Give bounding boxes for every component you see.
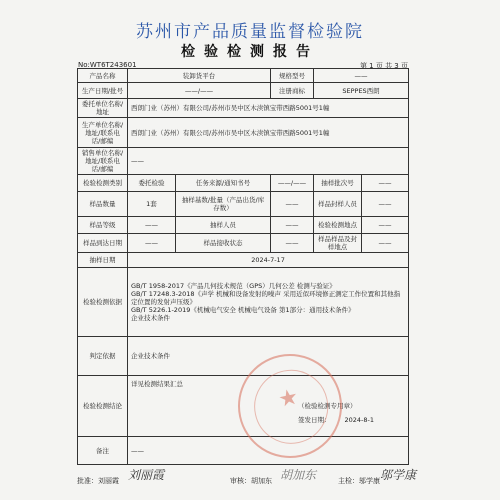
row-sampling-date — [78, 253, 409, 268]
label-trademark: 注册商标 — [271, 83, 314, 99]
value-manufacturer: 西朗门业（苏州）有限公司/苏州市吴中区木渎镇宝带西路5001号1幢 — [128, 118, 409, 148]
value-sampling-place: —— — [362, 234, 409, 253]
value-seller: —— — [128, 148, 409, 175]
page-indicator: 第 1 页 共 3 页 — [359, 62, 408, 70]
value-test-basis — [128, 268, 409, 337]
tester-label: 主检：邬学康 — [338, 477, 380, 485]
value-trademark: SEPPES西朗 — [314, 83, 409, 99]
value-sample-status: —— — [271, 234, 314, 253]
row-manufacturer — [78, 118, 409, 148]
row-arrival-date — [78, 234, 409, 253]
value-production-date: ——/—— — [128, 83, 271, 99]
value-sample-grade: —— — [128, 217, 176, 234]
row-test-basis — [78, 268, 409, 337]
value-test-place: —— — [362, 217, 409, 234]
issue-date: 2024-8-1 — [344, 416, 375, 424]
label-product-name: 产品名称 — [78, 69, 128, 83]
label-sample-quantity: 样品数量 — [78, 192, 128, 217]
report-title: 检验检测报告 — [181, 44, 319, 60]
row-client — [78, 99, 409, 118]
seal-note: （检验检测专用章） — [298, 402, 357, 410]
row-judgement-basis — [78, 337, 409, 376]
label-sampling-no: 抽样批次号 — [314, 175, 362, 192]
label-test-place: 检验检测地点 — [314, 217, 362, 234]
value-client: 西朗门业（苏州）有限公司/苏州市吴中区木渎镇宝带西路5001号1幢 — [128, 99, 409, 118]
label-sample-grade: 样品等级 — [78, 217, 128, 234]
row-production-date — [78, 83, 409, 99]
label-conclusion: 检验检测结论 — [78, 376, 128, 437]
basis-item: GB/T 5226.1-2019《机械电气安全 机械电气设备 第1部分：通用技术条件》 — [131, 306, 355, 314]
label-judgement-basis: 判定依据 — [78, 337, 128, 376]
tester-signature: 邬学康 — [380, 468, 417, 482]
row-product-name — [78, 69, 409, 83]
value-judgement-basis: 企业技术条件 — [128, 337, 409, 376]
institute-name: 苏州市产品质量监督检验院 — [136, 22, 364, 42]
row-sample-quantity — [78, 192, 409, 217]
label-production-date: 生产日期/批号 — [78, 83, 128, 99]
label-sampler: 抽样人员 — [176, 217, 271, 234]
report-number: No:WT6T243601 — [78, 61, 137, 69]
approver-label: 批准：刘丽霞 — [77, 477, 119, 485]
basis-item: GB/T 17248.3-2018《声学 机械和设备发射的噪声 采用近似环境修正测定工作位置和其他指定位置的发射声压级》 — [131, 290, 401, 306]
label-sampling-place: 样品样品及封样地点 — [314, 234, 362, 253]
row-remarks — [78, 437, 409, 465]
reviewer-label: 审核：胡加东 — [230, 477, 272, 485]
value-sampler: —— — [271, 217, 314, 234]
value-test-type: 委托检验 — [128, 175, 176, 192]
label-remarks: 备注 — [78, 437, 128, 465]
value-sampling-date: 2024-7-17 — [128, 253, 409, 268]
value-sample-sealer: —— — [362, 192, 409, 217]
row-test-type — [78, 175, 409, 192]
label-test-type: 检验检测类别 — [78, 175, 128, 192]
label-sampling-date: 抽样日期 — [78, 253, 128, 268]
label-test-basis: 检验检测依据 — [78, 268, 128, 337]
value-product-name: 装卸货平台 — [128, 69, 271, 83]
value-arrival-date: —— — [128, 234, 176, 253]
row-sample-grade — [78, 217, 409, 234]
value-sampling-no: —— — [362, 175, 409, 192]
label-seller: 销售单位名称/地址/联系电话/邮编 — [78, 148, 128, 175]
label-arrival-date: 样品到达日期 — [78, 234, 128, 253]
basis-item: GB/T 1958-2017《产品几何技术规范（GPS）几何公差 检测与验证》 — [131, 282, 336, 290]
label-client: 委托单位名称/地址 — [78, 99, 128, 118]
reviewer-signature: 胡加东 — [280, 468, 317, 482]
label-task-source: 任务来源/通知书号 — [176, 175, 271, 192]
label-sample-status: 样品接收状态 — [176, 234, 271, 253]
value-task-source: ——/—— — [271, 175, 314, 192]
value-sample-quantity: 1套 — [128, 192, 176, 217]
issue-date-label: 签发日期： — [298, 416, 331, 424]
approver-signature: 刘丽霞 — [128, 468, 165, 482]
value-remarks: —— — [128, 437, 409, 465]
value-sampling-base: —— — [271, 192, 314, 217]
conclusion-text: 详见检测结果汇总 — [131, 380, 183, 388]
value-model: —— — [314, 69, 409, 83]
seal-star-icon: ★ — [276, 384, 301, 413]
label-sampling-base: 抽样基数/批量（产品出货/库存数） — [176, 192, 271, 217]
label-manufacturer: 生产单位名称/地址/联系电话/邮编 — [78, 118, 128, 148]
label-model: 规格型号 — [271, 69, 314, 83]
row-seller — [78, 148, 409, 175]
basis-item: 企业技术条件 — [131, 314, 170, 322]
label-sample-sealer: 样品封样人员 — [314, 192, 362, 217]
